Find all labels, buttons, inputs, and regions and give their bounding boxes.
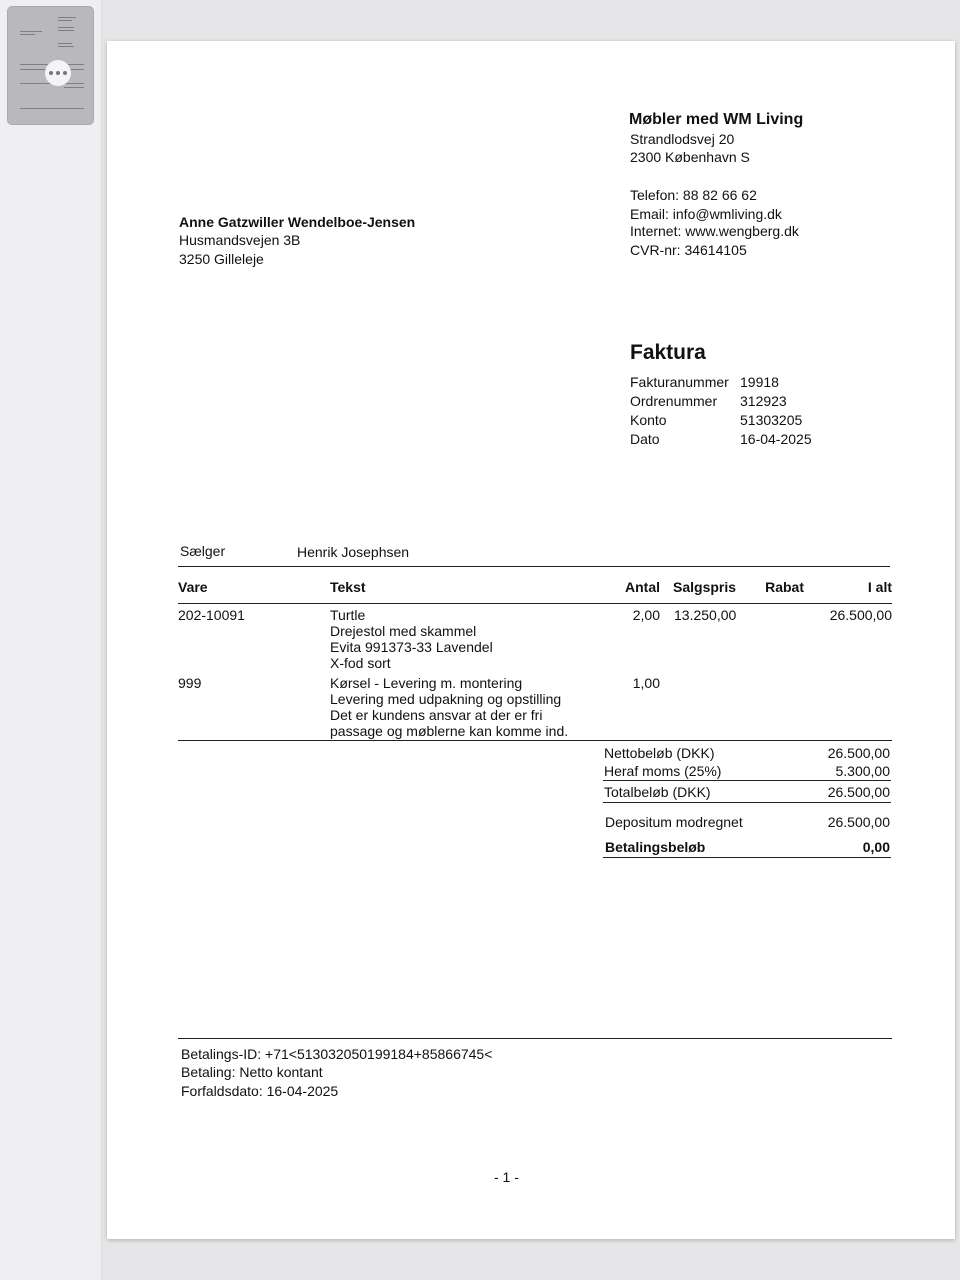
row-text-line: Turtle bbox=[330, 607, 366, 623]
row-antal: 1,00 bbox=[632, 675, 660, 691]
account-label: Konto bbox=[630, 412, 667, 428]
company-address-line1: Strandlodsvej 20 bbox=[630, 131, 735, 147]
order-number-value: 312923 bbox=[740, 393, 787, 409]
totals-divider bbox=[603, 802, 891, 803]
row-salgspris: 13.250,00 bbox=[674, 607, 737, 623]
depositum-value: 26.500,00 bbox=[827, 814, 890, 830]
company-website: Internet: www.wengberg.dk bbox=[630, 223, 799, 239]
col-header-vare: Vare bbox=[178, 579, 208, 595]
row-text-line: Kørsel - Levering m. montering bbox=[330, 675, 523, 691]
table-row bbox=[107, 606, 955, 672]
invoice-title: Faktura bbox=[630, 341, 706, 364]
row-text-line: Det er kundens ansvar at der er fri bbox=[330, 707, 543, 723]
row-vare: 999 bbox=[178, 675, 202, 691]
row-antal: 2,00 bbox=[632, 607, 660, 623]
footer-divider bbox=[178, 1038, 892, 1039]
netto-label: Nettobeløb (DKK) bbox=[604, 745, 715, 761]
total-value: 26.500,00 bbox=[827, 784, 890, 800]
row-text-line: Evita 991373-33 Lavendel bbox=[330, 639, 493, 655]
col-header-antal: Antal bbox=[625, 579, 660, 595]
company-cvr: CVR-nr: 34614105 bbox=[630, 242, 747, 258]
table-bottom-divider bbox=[178, 740, 892, 741]
date-value: 16-04-2025 bbox=[740, 431, 812, 447]
row-vare: 202-10091 bbox=[178, 607, 245, 623]
thumbnail-sidebar bbox=[0, 0, 102, 1280]
col-header-ialt: I alt bbox=[867, 579, 892, 595]
col-header-rabat: Rabat bbox=[765, 579, 804, 595]
row-ialt: 26.500,00 bbox=[829, 607, 892, 623]
netto-value: 26.500,00 bbox=[827, 745, 890, 761]
invoice-number-value: 19918 bbox=[740, 374, 779, 390]
order-number-label: Ordrenummer bbox=[630, 393, 718, 409]
customer-address-line1: Husmandsvejen 3B bbox=[179, 232, 301, 248]
seller-name: Henrik Josephsen bbox=[297, 544, 410, 560]
company-phone: Telefon: 88 82 66 62 bbox=[630, 187, 757, 203]
payment-method: Betaling: Netto kontant bbox=[181, 1064, 323, 1080]
account-value: 51303205 bbox=[740, 412, 803, 428]
company-name: Møbler med WM Living bbox=[629, 111, 804, 128]
totals-divider bbox=[603, 857, 891, 858]
table-row bbox=[107, 674, 955, 740]
col-header-tekst: Tekst bbox=[330, 579, 366, 595]
payment-id: Betalings-ID: +71<513032050199184+85866745< bbox=[181, 1046, 493, 1062]
seller-divider bbox=[178, 566, 890, 567]
moms-label: Heraf moms (25%) bbox=[604, 763, 722, 779]
customer-address-line2: 3250 Gilleleje bbox=[179, 251, 264, 267]
totals-block bbox=[603, 743, 891, 861]
due-date: Forfaldsdato: 16-04-2025 bbox=[181, 1083, 339, 1099]
customer-name: Anne Gatzwiller Wendelboe-Jensen bbox=[179, 214, 416, 230]
table-header-divider bbox=[178, 603, 892, 604]
total-label: Totalbeløb (DKK) bbox=[604, 784, 711, 800]
col-header-salgspris: Salgspris bbox=[673, 579, 737, 595]
depositum-label: Depositum modregnet bbox=[605, 814, 743, 830]
row-text-line: Drejestol med skammel bbox=[330, 623, 477, 639]
betaling-label: Betalingsbeløb bbox=[605, 839, 706, 855]
totals-divider bbox=[603, 780, 891, 781]
invoice-page bbox=[107, 41, 955, 1239]
row-text-line: passage og møblerne kan komme ind. bbox=[330, 723, 569, 739]
ellipsis-icon bbox=[49, 71, 53, 75]
moms-value: 5.300,00 bbox=[835, 763, 890, 779]
company-address-line2: 2300 København S bbox=[630, 149, 750, 165]
page-thumbnail[interactable] bbox=[8, 7, 93, 124]
row-text-line: X-fod sort bbox=[330, 655, 391, 671]
seller-label: Sælger bbox=[180, 543, 226, 559]
page-number: - 1 - bbox=[494, 1169, 519, 1185]
date-label: Dato bbox=[630, 431, 660, 447]
company-email: Email: info@wmliving.dk bbox=[630, 206, 782, 222]
row-text-line: Levering med udpakning og opstilling bbox=[330, 691, 562, 707]
invoice-number-label: Fakturanummer bbox=[630, 374, 729, 390]
betaling-value: 0,00 bbox=[862, 839, 890, 855]
more-options-button[interactable] bbox=[45, 60, 71, 86]
